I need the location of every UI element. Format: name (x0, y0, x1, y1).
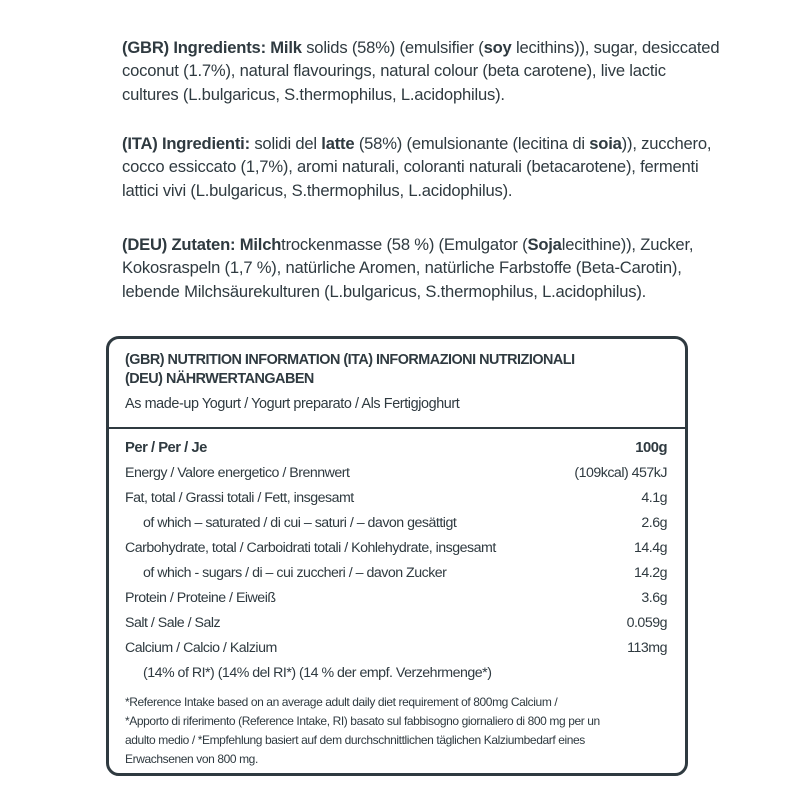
table-row (125, 586, 667, 611)
allergen-latte: latte (321, 134, 355, 153)
ingredients-gbr-text-2: lecithins)), sugar, desiccated coconut (1.7%), natural flavourings, natural colour (beta carotene), live lactic cultures (L.bulgaricus, S.thermophilus, L.acidophilus). (122, 38, 720, 104)
allergen-soja: Soja (527, 235, 562, 254)
ingredients-ita-lead: (ITA) Ingredienti: (122, 134, 250, 153)
table-row (125, 636, 667, 661)
ingredients-gbr-text: solids (58%) (emulsifier ( (301, 38, 484, 57)
saturated-label: of which – saturated / di cui – saturi / – davon gesättigt (143, 515, 457, 531)
nutrition-title-line2: (DEU) NÄHRWERTANGABEN (125, 371, 314, 387)
salt-value: 0.059g (626, 615, 667, 631)
ingredients-ita (122, 132, 722, 202)
ingredients-gbr (122, 36, 722, 106)
carbohydrate-value: 14.4g (633, 540, 667, 556)
footnote-line2: *Apporto di riferimento (Reference Intake, RI) basato sul fabbisogno giornaliero di 800 mg per un (125, 714, 600, 728)
nutrition-table (125, 436, 667, 686)
ingredients-deu-lead: (DEU) Zutaten: Milch (122, 235, 282, 254)
nutrition-title-line1: (GBR) NUTRITION INFORMATION (ITA) INFORMAZIONI NUTRIZIONALI (125, 352, 575, 368)
per-label: Per / Per / Je (125, 440, 207, 456)
protein-value: 3.6g (641, 590, 667, 606)
energy-value: (109kcal) 457kJ (574, 465, 667, 481)
calcium-label: Calcium / Calcio / Kalzium (125, 640, 277, 656)
table-row (125, 486, 667, 511)
table-row (125, 611, 667, 636)
calcium-ri-note: (14% of RI*) (14% del RI*) (14 % der empf. Verzehrmenge*) (143, 665, 492, 681)
ingredients-deu-text-2: lecithine)), Zucker, Kokosraspeln (1,7 %), natürliche Aromen, natürliche Farbstoffe (Beta-Carotin), lebende Milchsäurekulturen (L.bulgaricus, S.thermophilus, L.acidophilus). (122, 235, 694, 301)
table-row (125, 461, 667, 486)
footnote (125, 693, 680, 769)
fat-label: Fat, total / Grassi totali / Fett, insgesamt (125, 490, 354, 506)
table-row (125, 661, 667, 686)
footnote-line4: Erwachsenen von 800 mg. (125, 752, 258, 766)
energy-label: Energy / Valore energetico / Brennwert (125, 465, 350, 481)
ingredients-ita-text-3: )), zucchero, cocco essiccato (1,7%), aromi naturali, coloranti naturali (betacarotene), fermenti lattici vivi (L.bulgaricus, S.thermophilus, L.acidophilus). (122, 134, 712, 200)
fat-value: 4.1g (641, 490, 667, 506)
footnote-line3: adulto medio / *Empfehlung basiert auf dem durchschnittlichen täglichen Kalziumbedarf eines (125, 733, 585, 747)
divider (109, 427, 685, 429)
nutrition-subtitle: As made-up Yogurt / Yogurt preparato / Als Fertigjoghurt (125, 396, 460, 412)
sugars-value: 14.2g (633, 565, 667, 581)
table-header-row (125, 436, 667, 461)
ingredients-deu-text: trockenmasse (58 %) (Emulgator ( (281, 235, 528, 254)
calcium-value: 113mg (627, 640, 667, 656)
ingredients-gbr-lead: (GBR) Ingredients: Milk (122, 38, 302, 57)
protein-label: Protein / Proteine / Eiweiß (125, 590, 276, 606)
table-row (125, 561, 667, 586)
ingredients-ita-text-2: (58%) (emulsionante (lecitina di (354, 134, 590, 153)
salt-label: Salt / Sale / Salz (125, 615, 221, 631)
carbohydrate-label: Carbohydrate, total / Carboidrati totali / Kohlehydrate, insgesamt (125, 540, 496, 556)
nutrition-panel (106, 336, 688, 776)
ingredients-ita-text: solidi del (249, 134, 322, 153)
saturated-value: 2.6g (641, 515, 667, 531)
per-value: 100g (635, 440, 667, 456)
table-row (125, 536, 667, 561)
allergen-soy: soy (483, 38, 512, 57)
allergen-soia: soia (589, 134, 622, 153)
footnote-line1: *Reference Intake based on an average adult daily diet requirement of 800mg Calcium / (125, 695, 558, 709)
sugars-label: of which - sugars / di – cui zuccheri / – davon Zucker (143, 565, 447, 581)
table-row (125, 511, 667, 536)
nutrition-title (125, 351, 675, 389)
ingredients-deu (122, 233, 722, 303)
